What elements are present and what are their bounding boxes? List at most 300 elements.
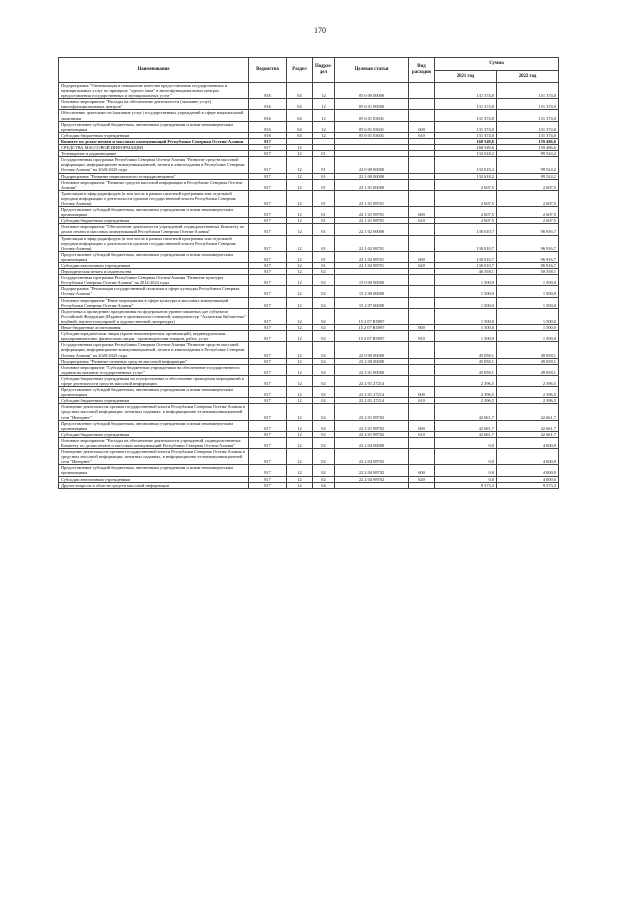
row-subsection: 02 xyxy=(313,325,335,331)
row-target-article: 22 1 01 98701 xyxy=(335,207,409,218)
row-amount-2021: 2 607,5 xyxy=(435,190,497,206)
header-sum: Сумма xyxy=(435,58,559,71)
row-subsection: 01 xyxy=(313,251,335,262)
row-subsection: 12 xyxy=(313,99,335,110)
row-subsection: 02 xyxy=(313,465,335,476)
header-target-article: Целевая статья xyxy=(335,58,409,83)
row-target-article: 05 6 01 03041 xyxy=(335,121,409,132)
row-section: 12 xyxy=(287,387,313,398)
row-subsection: 02 xyxy=(313,431,335,437)
row-amount-2022: 99 524,2 xyxy=(497,151,559,157)
row-expense-type xyxy=(409,99,435,110)
row-expense-type xyxy=(409,308,435,324)
row-name: Субсидии бюджетным учреждениям xyxy=(59,398,249,404)
row-amount-2022: 1 500,0 xyxy=(497,297,559,308)
row-amount-2022: 131 374,0 xyxy=(497,110,559,121)
row-amount-2022: 96 916,7 xyxy=(497,235,559,251)
row-name: Комитет по делам печати и массовых коммуникаций Республики Северная Осетия-Алания xyxy=(59,138,249,144)
row-department: 817 xyxy=(249,151,287,157)
row-subsection: 02 xyxy=(313,275,335,286)
row-target-article: 22 2 01 27214 xyxy=(335,387,409,398)
row-amount-2022: 4 000,0 xyxy=(497,437,559,448)
row-section: 12 xyxy=(287,145,313,151)
row-expense-type: 600 xyxy=(409,207,435,218)
row-subsection: 01 xyxy=(313,190,335,206)
row-department: 817 xyxy=(249,145,287,151)
row-amount-2021: 2 607,5 xyxy=(435,218,497,224)
row-expense-type: 600 xyxy=(409,465,435,476)
row-department: 817 xyxy=(249,218,287,224)
row-amount-2022: 1 500,0 xyxy=(497,325,559,331)
row-subsection: 02 xyxy=(313,286,335,297)
row-amount-2021: 1 500,0 xyxy=(435,331,497,342)
row-amount-2022: 131 374,0 xyxy=(497,132,559,138)
row-department: 817 xyxy=(249,404,287,420)
row-target-article: 15 0 00 00000 xyxy=(335,275,409,286)
row-name: Предоставление субсидий бюджетным, автономным учреждениям и иным некоммерческим организациям xyxy=(59,251,249,262)
row-department: 817 xyxy=(249,482,287,488)
table-row xyxy=(59,449,559,465)
row-name: Предоставление субсидий бюджетным, автономным учреждениям и иным некоммерческим организациям xyxy=(59,207,249,218)
row-amount-2022: 50 558,1 xyxy=(497,269,559,275)
row-amount-2022: 159 486,6 xyxy=(497,138,559,144)
row-amount-2022: 9 373,3 xyxy=(497,482,559,488)
row-section: 12 xyxy=(287,235,313,251)
row-expense-type: 620 xyxy=(409,476,435,482)
row-expense-type xyxy=(409,482,435,488)
row-amount-2021: 131 374,0 xyxy=(435,83,497,99)
row-target-article: 22 2 04 00000 xyxy=(335,437,409,448)
table-body xyxy=(59,83,559,489)
row-expense-type: 600 xyxy=(409,251,435,262)
row-amount-2022: 42 661,7 xyxy=(497,404,559,420)
row-subsection: 12 xyxy=(313,110,335,121)
row-expense-type: 610 xyxy=(409,132,435,138)
table-row xyxy=(59,482,559,488)
table-row xyxy=(59,342,559,358)
row-name: Основное мероприятие "Расходы на обеспечение деятельности (оказание услуг) многофункциональных центров" xyxy=(59,99,249,110)
row-department: 817 xyxy=(249,263,287,269)
row-department: 816 xyxy=(249,121,287,132)
row-expense-type: 620 xyxy=(409,263,435,269)
row-department: 816 xyxy=(249,83,287,99)
row-department: 817 xyxy=(249,235,287,251)
row-expense-type: 600 xyxy=(409,420,435,431)
row-amount-2022: 1 500,0 xyxy=(497,331,559,342)
row-expense-type xyxy=(409,235,435,251)
row-section: 04 xyxy=(287,121,313,132)
row-name: Основное мероприятие "Субсидии бюджетным учреждениям на обеспечение государственного задания на оказание государственных услуг" xyxy=(59,364,249,375)
row-subsection: 04 xyxy=(313,482,335,488)
row-amount-2022: 159 486,6 xyxy=(497,145,559,151)
row-name: Предоставление субсидий бюджетным, автономным учреждениям и иным некоммерческим организациям xyxy=(59,387,249,398)
row-target-article: 22 2 01 27214 xyxy=(335,398,409,404)
row-expense-type xyxy=(409,190,435,206)
row-section: 04 xyxy=(287,132,313,138)
row-amount-2021: 1 500,0 xyxy=(435,325,497,331)
row-section: 12 xyxy=(287,476,313,482)
row-amount-2021: 131 374,0 xyxy=(435,99,497,110)
row-name: Предоставление субсидий бюджетным, автономным учреждениям и иным некоммерческим организациям xyxy=(59,121,249,132)
row-name: Подготовка к проведению празднования на федеральном уровне памятных дат субъектов Российской Федерации (Издание в оригинально-основной, кинорежиссер "Алханская библиотека" неуйной, научно-популярной и художественной литературы) xyxy=(59,308,249,324)
row-amount-2022: 131 374,0 xyxy=(497,99,559,110)
row-subsection: 12 xyxy=(313,121,335,132)
row-section: 12 xyxy=(287,437,313,448)
row-department: 817 xyxy=(249,375,287,386)
row-amount-2021: 42 661,7 xyxy=(435,420,497,431)
row-target-article: 15 2 00 00000 xyxy=(335,286,409,297)
row-subsection: 02 xyxy=(313,387,335,398)
row-target-article: 22 2 00 00000 xyxy=(335,358,409,364)
row-expense-type xyxy=(409,224,435,235)
row-section: 12 xyxy=(287,173,313,179)
row-section: 12 xyxy=(287,190,313,206)
row-section: 12 xyxy=(287,308,313,324)
table-row xyxy=(59,83,559,99)
row-section: 12 xyxy=(287,179,313,190)
row-amount-2021: 42 661,7 xyxy=(435,404,497,420)
row-department: 817 xyxy=(249,342,287,358)
row-amount-2021: 1 500,0 xyxy=(435,297,497,308)
row-subsection: 02 xyxy=(313,404,335,420)
table-row xyxy=(59,251,559,262)
row-name: Субсидии бюджетным учреждениям xyxy=(59,132,249,138)
row-amount-2022: 1 500,0 xyxy=(497,308,559,324)
row-amount-2022: 4 000,0 xyxy=(497,465,559,476)
row-amount-2021: 131 374,0 xyxy=(435,110,497,121)
row-target-article: 22 1 00 00000 xyxy=(335,173,409,179)
row-amount-2021: 2 607,5 xyxy=(435,207,497,218)
row-department: 817 xyxy=(249,138,287,144)
row-subsection: 01 xyxy=(313,157,335,173)
header-expense-type: Вид расходов xyxy=(409,58,435,83)
row-section: 04 xyxy=(287,99,313,110)
row-expense-type xyxy=(409,404,435,420)
row-department: 817 xyxy=(249,465,287,476)
row-subsection: 01 xyxy=(313,151,335,157)
row-subsection: 02 xyxy=(313,297,335,308)
row-expense-type xyxy=(409,449,435,465)
row-subsection: 01 xyxy=(313,263,335,269)
row-expense-type xyxy=(409,342,435,358)
row-section: 12 xyxy=(287,263,313,269)
table-row xyxy=(59,110,559,121)
row-name: Подпрограмма "Развитие печатных средств массовой информации" xyxy=(59,358,249,364)
row-target-article: 22 2 04 98702 xyxy=(335,449,409,465)
row-section: 12 xyxy=(287,286,313,297)
row-amount-2021: 130 010,7 xyxy=(435,224,497,235)
row-expense-type xyxy=(409,157,435,173)
row-name: Трансляция в эфир радиофорум (в том числе в рамках пилотной программы или отдельной передачи информации о деятельности органов государственной власти Республики Северная Осетия-Алания) xyxy=(59,235,249,251)
header-year-2021: 2021 год xyxy=(435,71,497,83)
row-name: Субсидии юридическим лицам (кроме некоммерческих организаций), индивидуальным предпринимателям, физическим лицам - производителям товаров, работ, услуг xyxy=(59,331,249,342)
row-target-article: 22 2 01 00000 xyxy=(335,364,409,375)
row-target-article: 22 2 01 98702 xyxy=(335,420,409,431)
row-amount-2022: 2 396,5 xyxy=(497,398,559,404)
row-amount-2021: 130 010,7 xyxy=(435,235,497,251)
table-row xyxy=(59,297,559,308)
row-target-article: 15 2 07 R5097 xyxy=(335,331,409,342)
row-amount-2022: 2 607,5 xyxy=(497,218,559,224)
row-expense-type: 600 xyxy=(409,121,435,132)
row-section: 12 xyxy=(287,151,313,157)
table-row xyxy=(59,420,559,431)
row-subsection: 02 xyxy=(313,342,335,358)
row-section: 12 xyxy=(287,398,313,404)
row-target-article: 22 1 02 98701 xyxy=(335,263,409,269)
budget-table xyxy=(58,57,559,489)
row-amount-2021: 2 607,5 xyxy=(435,179,497,190)
row-department: 817 xyxy=(249,251,287,262)
table-row xyxy=(59,121,559,132)
row-amount-2022: 2 607,5 xyxy=(497,207,559,218)
row-section: 12 xyxy=(287,297,313,308)
row-expense-type: 600 xyxy=(409,387,435,398)
row-section: 12 xyxy=(287,275,313,286)
row-department: 817 xyxy=(249,420,287,431)
table-row xyxy=(59,190,559,206)
row-subsection: 02 xyxy=(313,420,335,431)
row-amount-2021: 168 549,6 xyxy=(435,138,497,144)
row-expense-type: 610 xyxy=(409,218,435,224)
row-department: 817 xyxy=(249,437,287,448)
row-name: Периодическая печать и издательства xyxy=(59,269,249,275)
row-section: 04 xyxy=(287,110,313,121)
row-target-article: 15 2 07 00000 xyxy=(335,297,409,308)
row-amount-2021: 130 010,7 xyxy=(435,251,497,262)
row-name: Подпрограмма "Развитие национального телерадиовещания" xyxy=(59,173,249,179)
row-name: Государственная программа Республики Северная Осетия-Алания "Развитие средств массовой информации, информационно-коммуникационной, печати и книгоиздания в Республике Северная Осетия-Алания" на 2020-2025 годы xyxy=(59,157,249,173)
row-target-article: 22 2 04 98702 xyxy=(335,465,409,476)
row-department: 817 xyxy=(249,297,287,308)
row-name: СРЕДСТВА МАССОВОЙ ИНФОРМАЦИИ xyxy=(59,145,249,151)
table-row xyxy=(59,404,559,420)
row-amount-2022: 99 524,2 xyxy=(497,173,559,179)
row-amount-2021: 0,0 xyxy=(435,449,497,465)
row-department: 817 xyxy=(249,449,287,465)
table-row xyxy=(59,331,559,342)
row-amount-2022: 96 916,7 xyxy=(497,224,559,235)
row-section: 12 xyxy=(287,224,313,235)
table-row xyxy=(59,286,559,297)
row-expense-type xyxy=(409,83,435,99)
row-department: 817 xyxy=(249,157,287,173)
row-expense-type xyxy=(409,437,435,448)
row-section: 12 xyxy=(287,331,313,342)
row-section: 12 xyxy=(287,218,313,224)
row-target-article: 22 1 01 00000 xyxy=(335,179,409,190)
row-department: 817 xyxy=(249,325,287,331)
row-department: 817 xyxy=(249,224,287,235)
row-target-article: 22 1 02 98701 xyxy=(335,235,409,251)
table-row xyxy=(59,364,559,375)
row-section: 12 xyxy=(287,358,313,364)
row-expense-type xyxy=(409,364,435,375)
row-target-article: 22 1 02 98701 xyxy=(335,251,409,262)
row-name: Субсидии бюджетным учреждениям xyxy=(59,218,249,224)
row-section: 12 xyxy=(287,449,313,465)
row-target-article: 22 0 00 00000 xyxy=(335,342,409,358)
table-row xyxy=(59,157,559,173)
row-subsection: 12 xyxy=(313,83,335,99)
row-subsection: 01 xyxy=(313,179,335,190)
row-subsection: 02 xyxy=(313,358,335,364)
row-name: Основное мероприятие "Расходы на обеспечение деятельности учреждений, подведомственных Комитету по делам печати и массовых коммуникаций Республики Северная Осетия-Алания" xyxy=(59,437,249,448)
row-amount-2021: 1 500,0 xyxy=(435,308,497,324)
row-name: Предоставление субсидий бюджетным, автономным учреждениям и иным некоммерческим организациям xyxy=(59,465,249,476)
row-name: Освещение деятельности органов государственной власти Республики Северная Осетия-Алания в средствах массовой информации, печатных изданиях, в информационно-телекоммуникационной сети "Интернет" xyxy=(59,449,249,465)
row-name: Государственная программа Республики Северная Осетия-Алания "Развитие культуры Республики Северная Осетия-Алания" на 2014-2024 годы xyxy=(59,275,249,286)
row-subsection: 01 xyxy=(313,173,335,179)
row-name: Субсидии бюджетным учреждениям на осуществление и обеспечение проведения мероприятий в сфере деятельности средств массовой информации xyxy=(59,375,249,386)
row-section: 12 xyxy=(287,375,313,386)
row-amount-2021: 45 058,1 xyxy=(435,358,497,364)
row-subsection: 02 xyxy=(313,437,335,448)
row-target-article: 15 2 07 R5097 xyxy=(335,308,409,324)
header-section: Раздел xyxy=(287,58,313,83)
row-department: 817 xyxy=(249,331,287,342)
row-target-article: 22 0 00 00000 xyxy=(335,157,409,173)
row-section: 12 xyxy=(287,157,313,173)
row-name: Субсидии автономным учреждениям xyxy=(59,476,249,482)
table-row xyxy=(59,375,559,386)
row-department: 817 xyxy=(249,286,287,297)
row-expense-type: 610 xyxy=(409,431,435,437)
row-name: Другие вопросы в области средств массовой информации xyxy=(59,482,249,488)
row-amount-2021: 168 549,6 xyxy=(435,145,497,151)
row-amount-2022: 49 058,1 xyxy=(497,364,559,375)
row-subsection: 01 xyxy=(313,224,335,235)
row-department: 816 xyxy=(249,110,287,121)
row-section: 12 xyxy=(287,207,313,218)
row-expense-type xyxy=(409,275,435,286)
table-row xyxy=(59,465,559,476)
row-amount-2022: 1 500,0 xyxy=(497,275,559,286)
table-row xyxy=(59,235,559,251)
row-amount-2021: 46 558,1 xyxy=(435,269,497,275)
row-subsection: 02 xyxy=(313,375,335,386)
row-department: 817 xyxy=(249,179,287,190)
row-department: 817 xyxy=(249,387,287,398)
row-amount-2022: 4 000,0 xyxy=(497,449,559,465)
row-target-article: 05 6 01 03041 xyxy=(335,110,409,121)
row-target-article: 22 1 02 00000 xyxy=(335,224,409,235)
row-name: Обеспечение деятельности (оказание услуг) государственных учреждений в сфере национальной экономики xyxy=(59,110,249,121)
row-section: 12 xyxy=(287,364,313,375)
row-section: 12 xyxy=(287,342,313,358)
row-subsection: 12 xyxy=(313,132,335,138)
row-expense-type xyxy=(409,110,435,121)
header-name: Наименование xyxy=(59,58,249,83)
row-amount-2022: 96 916,7 xyxy=(497,251,559,262)
row-amount-2022: 4 000,0 xyxy=(497,476,559,482)
row-section: 04 xyxy=(287,83,313,99)
row-amount-2021: 2 396,5 xyxy=(435,375,497,386)
row-subsection: 01 xyxy=(313,207,335,218)
row-department: 816 xyxy=(249,132,287,138)
row-amount-2021: 132 618,2 xyxy=(435,157,497,173)
header-department: Ведомство xyxy=(249,58,287,83)
row-amount-2021: 2 396,5 xyxy=(435,387,497,398)
row-amount-2022: 96 916,7 xyxy=(497,263,559,269)
row-expense-type: 610 xyxy=(409,398,435,404)
row-department: 817 xyxy=(249,431,287,437)
table-row xyxy=(59,224,559,235)
row-name: Основное мероприятие "Иные мероприятия в сфере культуры и массовых коммуникаций Республики Северная Осетия-Алания" xyxy=(59,297,249,308)
row-amount-2022: 1 500,0 xyxy=(497,286,559,297)
row-amount-2021: 0,0 xyxy=(435,476,497,482)
row-target-article: 22 2 01 27214 xyxy=(335,375,409,386)
row-department: 817 xyxy=(249,308,287,324)
row-subsection: 01 xyxy=(313,235,335,251)
row-expense-type xyxy=(409,297,435,308)
row-amount-2022: 2 396,5 xyxy=(497,387,559,398)
row-section: 12 xyxy=(287,325,313,331)
row-subsection: 02 xyxy=(313,331,335,342)
row-expense-type xyxy=(409,286,435,297)
row-name: Подпрограмма "Реализация государственной политики в сфере культуры Республики Северная Осетия-Алания" xyxy=(59,286,249,297)
row-target-article: 22 1 01 98701 xyxy=(335,190,409,206)
row-target-article: 22 2 04 98702 xyxy=(335,476,409,482)
row-name: Государственная программа Республики Северная Осетия-Алания "Развитие средств массовой информации, информационно-коммуникационной, печати и книгоиздания в Республике Северная Осетия-Алания" на 2020-2025 годы xyxy=(59,342,249,358)
table-row xyxy=(59,437,559,448)
table-row xyxy=(59,179,559,190)
row-amount-2022: 49 058,1 xyxy=(497,358,559,364)
row-name: Иные бюджетные ассигнования xyxy=(59,325,249,331)
row-expense-type: 810 xyxy=(409,331,435,342)
row-section: 12 xyxy=(287,251,313,262)
row-amount-2021: 132 618,2 xyxy=(435,173,497,179)
row-target-article: 22 2 01 98702 xyxy=(335,431,409,437)
row-department: 817 xyxy=(249,269,287,275)
row-amount-2022: 2 396,5 xyxy=(497,375,559,386)
row-name: Подпрограмма "Оптимизация и повышение качества предоставления государственных и муниципальных услуг по принципу "одного окна" в многофункциональных центрах предоставления государственных и муниципальных услуг" xyxy=(59,83,249,99)
row-expense-type: 800 xyxy=(409,325,435,331)
table-row xyxy=(59,99,559,110)
row-name: Субсидии автономным учреждениям xyxy=(59,263,249,269)
row-department: 817 xyxy=(249,190,287,206)
table-row xyxy=(59,308,559,324)
table-row xyxy=(59,387,559,398)
row-name: Предоставление субсидий бюджетным, автономным учреждениям и иным некоммерческим организациям xyxy=(59,420,249,431)
row-amount-2021: 132 618,2 xyxy=(435,151,497,157)
row-department: 816 xyxy=(249,99,287,110)
header-year-2022: 2022 год xyxy=(497,71,559,83)
row-target-article: 05 6 01 00000 xyxy=(335,99,409,110)
table-row xyxy=(59,275,559,286)
row-name: Трансляция в эфир радиофорум (в том числе в рамках пилотной программы или отдельной передачи информации о деятельности органов государственной власти Республики Северная Осетия-Алания) xyxy=(59,190,249,206)
row-department: 817 xyxy=(249,398,287,404)
row-subsection: 02 xyxy=(313,269,335,275)
row-section: 12 xyxy=(287,404,313,420)
table-row xyxy=(59,207,559,218)
row-name: Основное мероприятие "Обеспечение деятельности учреждений, подведомственных Комитету по делам печати и массовых коммуникаций Республики Северная Осетия-Алания" xyxy=(59,224,249,235)
row-subsection: 01 xyxy=(313,218,335,224)
row-amount-2022: 99 524,2 xyxy=(497,157,559,173)
page-number: 170 xyxy=(314,26,326,35)
row-target-article: 22 1 01 98701 xyxy=(335,218,409,224)
row-expense-type xyxy=(409,375,435,386)
row-amount-2021: 45 058,1 xyxy=(435,342,497,358)
row-expense-type xyxy=(409,179,435,190)
row-amount-2021: 2 396,5 xyxy=(435,398,497,404)
row-department: 817 xyxy=(249,358,287,364)
row-target-article: 22 2 01 98702 xyxy=(335,404,409,420)
row-amount-2022: 2 607,5 xyxy=(497,179,559,190)
row-amount-2021: 130 010,7 xyxy=(435,263,497,269)
row-subsection: 02 xyxy=(313,364,335,375)
row-section: 12 xyxy=(287,269,313,275)
